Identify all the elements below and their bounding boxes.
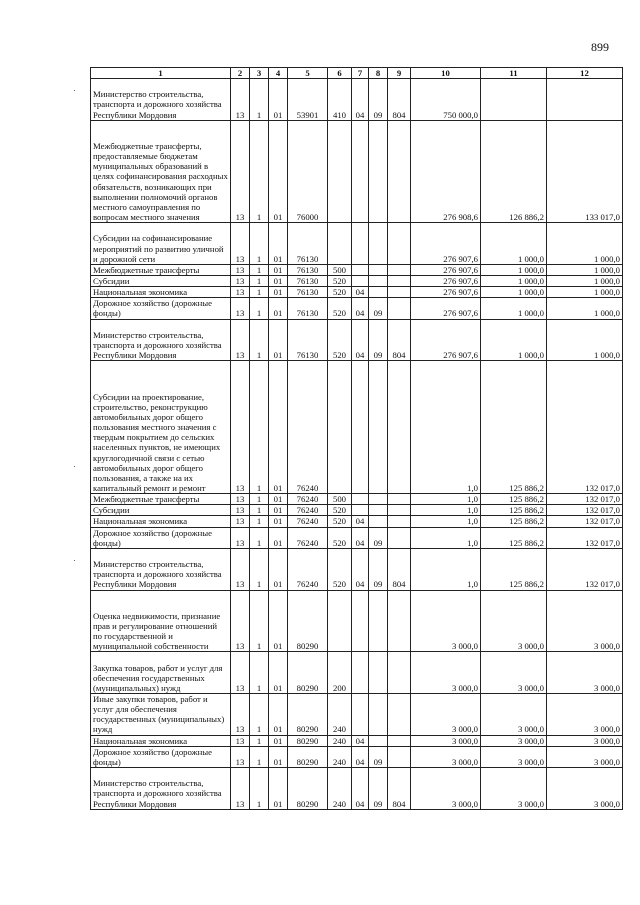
table-cell: 3 000,0 xyxy=(547,735,623,746)
table-row xyxy=(91,276,623,287)
table-cell: 1 xyxy=(250,505,269,516)
table-cell: 01 xyxy=(269,768,288,810)
table-cell: 1 000,0 xyxy=(547,223,623,265)
table-row xyxy=(91,264,623,275)
table-row xyxy=(91,590,623,652)
table-cell: 1 000,0 xyxy=(481,223,547,265)
table-cell: 80290 xyxy=(288,746,328,767)
table-cell: 133 017,0 xyxy=(547,120,623,223)
table-cell xyxy=(352,652,369,694)
table-cell: 3 000,0 xyxy=(547,590,623,652)
row-label-cell: Субсидии xyxy=(91,276,231,287)
table-cell: 01 xyxy=(269,264,288,275)
table-cell xyxy=(369,120,388,223)
table-cell: 1 xyxy=(250,652,269,694)
table-cell: 13 xyxy=(231,652,250,694)
table-cell: 1,0 xyxy=(411,505,481,516)
table-row xyxy=(91,319,623,361)
row-label-cell: Субсидии на софинансирование мероприятий по развитию уличной и дорожной сети xyxy=(91,223,231,265)
table-cell: 13 xyxy=(231,361,250,494)
table-cell: 520 xyxy=(328,516,352,527)
table-cell: 76130 xyxy=(288,319,328,361)
table-cell: 1,0 xyxy=(411,361,481,494)
table-cell: 3 000,0 xyxy=(481,590,547,652)
table-cell xyxy=(388,223,411,265)
table-cell xyxy=(547,79,623,121)
table-cell: 132 017,0 xyxy=(547,505,623,516)
table-cell xyxy=(352,361,369,494)
table-cell: 804 xyxy=(388,768,411,810)
table-cell: 125 886,2 xyxy=(481,361,547,494)
table-cell: 520 xyxy=(328,527,352,548)
table-cell: 3 000,0 xyxy=(547,694,623,736)
table-cell: 13 xyxy=(231,768,250,810)
table-cell xyxy=(369,264,388,275)
column-header: 1 xyxy=(91,68,231,79)
table-cell: 76240 xyxy=(288,527,328,548)
table-cell xyxy=(369,516,388,527)
table-cell: 1,0 xyxy=(411,548,481,590)
table-cell: 1 xyxy=(250,694,269,736)
table-cell: 76130 xyxy=(288,276,328,287)
table-cell: 132 017,0 xyxy=(547,548,623,590)
table-cell: 01 xyxy=(269,548,288,590)
table-cell xyxy=(388,120,411,223)
table-cell: 1 xyxy=(250,120,269,223)
table-row xyxy=(91,120,623,223)
table-cell xyxy=(369,735,388,746)
table-cell: 01 xyxy=(269,319,288,361)
column-header: 8 xyxy=(369,68,388,79)
row-label-cell: Межбюджетные трансферты xyxy=(91,494,231,505)
column-header: 11 xyxy=(481,68,547,79)
table-cell: 240 xyxy=(328,746,352,767)
table-cell: 1 xyxy=(250,264,269,275)
table-cell: 520 xyxy=(328,505,352,516)
table-cell: 13 xyxy=(231,735,250,746)
table-cell: 1 000,0 xyxy=(481,264,547,275)
row-label-cell: Национальная экономика xyxy=(91,735,231,746)
column-header: 12 xyxy=(547,68,623,79)
table-cell: 01 xyxy=(269,298,288,319)
table-cell: 01 xyxy=(269,527,288,548)
table-cell: 520 xyxy=(328,276,352,287)
row-label-cell: Межбюджетные трансферты, предоставляемые бюджетам муниципальных образований в целях софинансирования расходных обязательств, возникающих при выполнении полномочий органов местного самоуправления по вопросам местного значения xyxy=(91,120,231,223)
table-cell: 13 xyxy=(231,79,250,121)
table-cell: 3 000,0 xyxy=(411,768,481,810)
table-row xyxy=(91,735,623,746)
table-cell: 13 xyxy=(231,590,250,652)
table-cell: 1 000,0 xyxy=(547,319,623,361)
table-cell: 04 xyxy=(352,768,369,810)
table-cell: 1 xyxy=(250,298,269,319)
table-cell: 132 017,0 xyxy=(547,494,623,505)
table-cell xyxy=(369,276,388,287)
row-label-cell: Субсидии xyxy=(91,505,231,516)
table-cell: 132 017,0 xyxy=(547,361,623,494)
table-cell: 76130 xyxy=(288,298,328,319)
table-cell: 76240 xyxy=(288,505,328,516)
table-cell: 3 000,0 xyxy=(411,746,481,767)
table-cell: 276 907,6 xyxy=(411,276,481,287)
table-cell: 3 000,0 xyxy=(547,652,623,694)
table-cell: 3 000,0 xyxy=(411,735,481,746)
table-cell: 04 xyxy=(352,548,369,590)
column-header: 3 xyxy=(250,68,269,79)
table-cell: 80290 xyxy=(288,652,328,694)
table-cell: 04 xyxy=(352,298,369,319)
table-cell: 01 xyxy=(269,276,288,287)
table-cell: 1 xyxy=(250,746,269,767)
table-cell: 3 000,0 xyxy=(481,768,547,810)
column-header: 7 xyxy=(352,68,369,79)
table-cell: 01 xyxy=(269,516,288,527)
table-cell xyxy=(388,287,411,298)
table-cell: 13 xyxy=(231,276,250,287)
table-cell: 276 907,6 xyxy=(411,264,481,275)
table-cell: 1,0 xyxy=(411,516,481,527)
table-cell: 80290 xyxy=(288,735,328,746)
row-label-cell: Министерство строительства, транспорта и дорожного хозяйства Республики Мордовия xyxy=(91,548,231,590)
table-cell: 13 xyxy=(231,319,250,361)
table-cell: 1 xyxy=(250,287,269,298)
table-row xyxy=(91,505,623,516)
row-label-cell: Субсидии на проектирование, строительство, реконструкцию автомобильных дорог общего пользования местного значения с твердым покрытием до сельских населенных пунктов, не имеющих круглогодичной связи с сетью автомобильных дорог общего пользования, а также на их капитальный ремонт и ремонт xyxy=(91,361,231,494)
table-cell: 1 xyxy=(250,276,269,287)
table-cell: 01 xyxy=(269,694,288,736)
table-cell: 01 xyxy=(269,652,288,694)
table-cell: 1 xyxy=(250,768,269,810)
row-label-cell: Министерство строительства, транспорта и дорожного хозяйства Республики Мордовия xyxy=(91,768,231,810)
table-row xyxy=(91,79,623,121)
row-label-cell: Министерство строительства, транспорта и дорожного хозяйства Республики Мордовия xyxy=(91,79,231,121)
table-cell: 53901 xyxy=(288,79,328,121)
column-header: 10 xyxy=(411,68,481,79)
table-cell: 520 xyxy=(328,548,352,590)
table-row xyxy=(91,652,623,694)
table-cell: 01 xyxy=(269,79,288,121)
table-cell: 1 000,0 xyxy=(481,287,547,298)
table-cell: 804 xyxy=(388,319,411,361)
table-cell: 1 xyxy=(250,735,269,746)
table-cell: 04 xyxy=(352,319,369,361)
table-cell: 01 xyxy=(269,735,288,746)
table-cell: 132 017,0 xyxy=(547,527,623,548)
table-cell: 1 xyxy=(250,516,269,527)
table-cell: 520 xyxy=(328,298,352,319)
table-cell xyxy=(388,527,411,548)
table-cell: 132 017,0 xyxy=(547,516,623,527)
table-cell: 1 xyxy=(250,361,269,494)
table-cell xyxy=(352,276,369,287)
row-label-cell: Оценка недвижимости, признание прав и регулирование отношений по государственной и муниципальной собственности xyxy=(91,590,231,652)
table-cell: 276 907,6 xyxy=(411,298,481,319)
table-cell: 1 xyxy=(250,319,269,361)
scan-mark xyxy=(74,560,75,561)
table-cell: 13 xyxy=(231,746,250,767)
row-label-cell: Национальная экономика xyxy=(91,287,231,298)
table-cell: 276 907,6 xyxy=(411,319,481,361)
table-cell: 13 xyxy=(231,694,250,736)
table-cell xyxy=(388,264,411,275)
table-cell xyxy=(369,494,388,505)
scan-mark xyxy=(74,466,75,467)
table-cell: 3 000,0 xyxy=(411,652,481,694)
table-cell: 76240 xyxy=(288,516,328,527)
table-cell: 04 xyxy=(352,527,369,548)
table-cell: 04 xyxy=(352,746,369,767)
table-cell: 1 000,0 xyxy=(481,319,547,361)
table-cell: 09 xyxy=(369,298,388,319)
table-cell: 1 xyxy=(250,590,269,652)
table-cell xyxy=(352,590,369,652)
table-cell: 01 xyxy=(269,120,288,223)
table-cell: 76240 xyxy=(288,494,328,505)
table-cell: 04 xyxy=(352,516,369,527)
table-cell xyxy=(388,361,411,494)
table-cell: 04 xyxy=(352,287,369,298)
table-cell: 125 886,2 xyxy=(481,494,547,505)
table-cell: 1 000,0 xyxy=(547,264,623,275)
table-cell xyxy=(369,590,388,652)
table-cell: 1,0 xyxy=(411,494,481,505)
table-cell xyxy=(328,361,352,494)
row-label-cell: Дорожное хозяйство (дорожные фонды) xyxy=(91,298,231,319)
table-cell: 01 xyxy=(269,746,288,767)
table-cell: 13 xyxy=(231,298,250,319)
table-row xyxy=(91,548,623,590)
table-cell: 76240 xyxy=(288,548,328,590)
row-label-cell: Министерство строительства, транспорта и дорожного хозяйства Республики Мордовия xyxy=(91,319,231,361)
table-cell: 276 907,6 xyxy=(411,287,481,298)
table-cell xyxy=(352,264,369,275)
budget-table xyxy=(90,67,623,810)
table-cell: 01 xyxy=(269,505,288,516)
table-cell: 1 xyxy=(250,79,269,121)
table-cell: 76130 xyxy=(288,287,328,298)
table-cell xyxy=(388,652,411,694)
table-row xyxy=(91,494,623,505)
table-cell: 125 886,2 xyxy=(481,516,547,527)
table-cell xyxy=(369,361,388,494)
table-cell xyxy=(352,505,369,516)
table-cell: 13 xyxy=(231,505,250,516)
column-header: 2 xyxy=(231,68,250,79)
table-cell: 804 xyxy=(388,548,411,590)
table-cell: 80290 xyxy=(288,590,328,652)
table-cell: 3 000,0 xyxy=(547,746,623,767)
table-cell: 200 xyxy=(328,652,352,694)
table-cell xyxy=(369,223,388,265)
table-cell: 1 xyxy=(250,223,269,265)
table-cell: 125 886,2 xyxy=(481,505,547,516)
table-cell: 1,0 xyxy=(411,527,481,548)
table-cell: 13 xyxy=(231,264,250,275)
table-cell: 1 000,0 xyxy=(481,276,547,287)
column-header: 5 xyxy=(288,68,328,79)
table-cell: 3 000,0 xyxy=(481,652,547,694)
table-cell: 276 907,6 xyxy=(411,223,481,265)
table-row xyxy=(91,516,623,527)
table-cell: 01 xyxy=(269,590,288,652)
table-row xyxy=(91,298,623,319)
table-row xyxy=(91,694,623,736)
table-cell: 01 xyxy=(269,223,288,265)
row-label-cell: Закупка товаров, работ и услуг для обеспечения государственных (муниципальных) нужд xyxy=(91,652,231,694)
table-cell xyxy=(388,735,411,746)
table-cell: 3 000,0 xyxy=(411,694,481,736)
table-cell: 500 xyxy=(328,264,352,275)
table-cell: 3 000,0 xyxy=(481,735,547,746)
table-cell: 3 000,0 xyxy=(547,768,623,810)
table-cell xyxy=(369,694,388,736)
table-row xyxy=(91,746,623,767)
column-header: 6 xyxy=(328,68,352,79)
table-cell: 09 xyxy=(369,746,388,767)
table-cell xyxy=(388,494,411,505)
table-cell xyxy=(328,223,352,265)
table-row xyxy=(91,361,623,494)
table-cell xyxy=(388,746,411,767)
table-cell xyxy=(388,505,411,516)
table-cell: 1 xyxy=(250,548,269,590)
table-cell: 01 xyxy=(269,287,288,298)
table-cell xyxy=(352,120,369,223)
table-cell: 240 xyxy=(328,735,352,746)
table-cell xyxy=(481,79,547,121)
table-cell: 13 xyxy=(231,516,250,527)
table-cell: 276 908,6 xyxy=(411,120,481,223)
table-cell xyxy=(369,652,388,694)
table-cell: 09 xyxy=(369,79,388,121)
table-cell: 1 000,0 xyxy=(547,276,623,287)
table-cell xyxy=(388,276,411,287)
table-cell xyxy=(388,694,411,736)
table-cell: 09 xyxy=(369,319,388,361)
table-cell: 240 xyxy=(328,694,352,736)
table-row xyxy=(91,527,623,548)
table-cell: 125 886,2 xyxy=(481,548,547,590)
table-cell: 750 000,0 xyxy=(411,79,481,121)
table-cell xyxy=(352,694,369,736)
page-number: 899 xyxy=(591,40,609,54)
column-header: 9 xyxy=(388,68,411,79)
table-cell: 04 xyxy=(352,79,369,121)
table-cell: 80290 xyxy=(288,768,328,810)
table-cell: 04 xyxy=(352,735,369,746)
table-cell xyxy=(369,505,388,516)
table-cell: 13 xyxy=(231,287,250,298)
row-label-cell: Дорожное хозяйство (дорожные фонды) xyxy=(91,746,231,767)
table-cell xyxy=(369,287,388,298)
table-cell: 09 xyxy=(369,548,388,590)
table-cell: 1 000,0 xyxy=(547,287,623,298)
row-label-cell: Национальная экономика xyxy=(91,516,231,527)
table-cell xyxy=(352,223,369,265)
row-label-cell: Дорожное хозяйство (дорожные фонды) xyxy=(91,527,231,548)
table-cell: 09 xyxy=(369,527,388,548)
table-cell: 1 xyxy=(250,494,269,505)
table-row xyxy=(91,768,623,810)
table-cell: 1 000,0 xyxy=(481,298,547,319)
table-cell: 520 xyxy=(328,319,352,361)
table-cell: 3 000,0 xyxy=(481,694,547,736)
table-row xyxy=(91,223,623,265)
table-cell: 01 xyxy=(269,361,288,494)
table-cell: 80290 xyxy=(288,694,328,736)
scan-mark xyxy=(74,90,75,91)
table-cell xyxy=(388,590,411,652)
table-cell xyxy=(328,120,352,223)
table-cell: 1 xyxy=(250,527,269,548)
table-cell: 500 xyxy=(328,494,352,505)
table-cell: 09 xyxy=(369,768,388,810)
table-cell: 76130 xyxy=(288,223,328,265)
table-cell: 13 xyxy=(231,223,250,265)
table-cell: 804 xyxy=(388,79,411,121)
table-cell xyxy=(328,590,352,652)
table-cell xyxy=(388,298,411,319)
table-cell: 13 xyxy=(231,120,250,223)
table-cell: 410 xyxy=(328,79,352,121)
table-cell: 13 xyxy=(231,494,250,505)
table-cell: 76130 xyxy=(288,264,328,275)
table-cell: 76240 xyxy=(288,361,328,494)
table-cell: 3 000,0 xyxy=(481,746,547,767)
table-cell: 13 xyxy=(231,548,250,590)
table-cell: 125 886,2 xyxy=(481,527,547,548)
table-cell: 126 886,2 xyxy=(481,120,547,223)
table-header-row xyxy=(91,68,623,79)
table-cell: 76000 xyxy=(288,120,328,223)
table-cell: 3 000,0 xyxy=(411,590,481,652)
table-cell: 13 xyxy=(231,527,250,548)
column-header: 4 xyxy=(269,68,288,79)
row-label-cell: Межбюджетные трансферты xyxy=(91,264,231,275)
table-cell: 240 xyxy=(328,768,352,810)
table-row xyxy=(91,287,623,298)
table-cell: 520 xyxy=(328,287,352,298)
row-label-cell: Иные закупки товаров, работ и услуг для обеспечения государственных (муниципальных) нужд xyxy=(91,694,231,736)
table-cell: 01 xyxy=(269,494,288,505)
table-cell xyxy=(388,516,411,527)
table-cell: 1 000,0 xyxy=(547,298,623,319)
table-cell xyxy=(352,494,369,505)
